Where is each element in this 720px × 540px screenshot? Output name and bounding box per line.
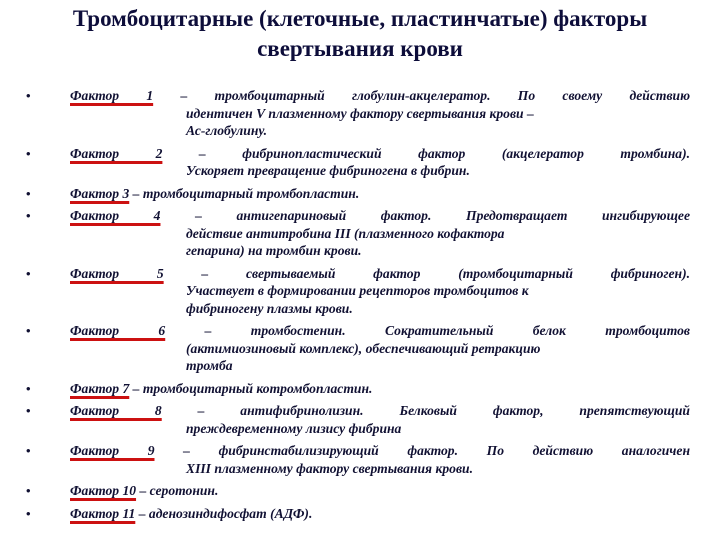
bullet-icon: • — [26, 505, 31, 521]
item-first-line — [70, 442, 690, 460]
factor-description-continuation: XIII плазменному фактору свертывания крови. — [186, 460, 473, 476]
factor-description: – антигепариновый фактор. Предотвращает ингибирующее — [160, 208, 690, 223]
list-item — [26, 322, 690, 375]
factor-description-continuation: Ускоряет превращение фибриногена в фибрин. — [186, 163, 470, 178]
bullet-icon: • — [26, 483, 31, 498]
item-first-line — [70, 322, 690, 340]
title-line-2: свертывания крови — [257, 36, 463, 61]
factor-label: Фактор 10 — [70, 483, 137, 498]
item-first-line — [70, 482, 690, 500]
bullet-icon: • — [26, 443, 31, 458]
list-item — [26, 87, 690, 140]
item-first-line — [70, 145, 690, 163]
bullet-icon: • — [26, 380, 31, 396]
item-first-line — [70, 402, 690, 420]
factor-list — [26, 87, 690, 527]
bullet-icon: • — [26, 88, 31, 103]
factor-description-continuation: Ас-глобулину. — [186, 123, 267, 138]
factor-label: Фактор 6 — [70, 323, 166, 338]
list-item — [26, 505, 690, 523]
factor-description: – тромбоцитарный глобулин-акцелератор. По своему действию — [153, 88, 690, 103]
list-item — [26, 185, 690, 203]
item-first-line — [70, 265, 690, 283]
item-first-line — [70, 380, 690, 398]
factor-description-continuation: фибриногену плазмы крови. — [186, 300, 353, 316]
list-item — [26, 265, 690, 318]
factor-description: – фибринстабилизирующий фактор. По действию аналогичен — [154, 443, 690, 458]
list-item — [26, 442, 690, 477]
item-first-line — [70, 505, 690, 523]
bullet-icon: • — [26, 208, 31, 223]
bullet-icon: • — [26, 185, 31, 201]
factor-label: Фактор 4 — [70, 208, 161, 223]
page-title — [0, 4, 720, 64]
factor-label: Фактор 1 — [70, 88, 154, 103]
title-line-1: Тромбоцитарные (клеточные, пластинчатые) факторы — [72, 6, 648, 31]
bullet-icon: • — [26, 265, 31, 281]
factor-description-continuation: преждевременному лизису фибрина — [186, 420, 402, 436]
factor-description: – антифибринолизин. Белковый фактор, препятствующий — [161, 403, 690, 418]
item-first-line — [70, 207, 690, 225]
factor-label: Фактор 3 — [70, 185, 130, 201]
factor-label: Фактор 5 — [70, 265, 164, 281]
factor-label: Фактор 2 — [70, 145, 163, 161]
factor-description: – свертываемый фактор (тромбоцитарный фибриноген). — [163, 265, 690, 281]
factor-description-continuation: (актимиозиновый комплекс), обеспечивающий ретракцию — [186, 340, 541, 356]
factor-description: – аденозиндифосфат (АДФ). — [135, 505, 313, 521]
list-item — [26, 380, 690, 398]
item-first-line — [70, 185, 690, 203]
factor-description-continuation: идентичен V плазменному фактору свертывания крови – — [186, 105, 534, 121]
factor-description-continuation: тромба — [186, 358, 233, 373]
list-item — [26, 402, 690, 437]
bullet-icon: • — [26, 145, 31, 161]
factor-label: Фактор 11 — [70, 505, 136, 521]
bullet-icon: • — [26, 403, 31, 418]
factor-label: Фактор 9 — [70, 443, 155, 458]
factor-description-continuation: Участвует в формировании рецепторов тромбоцитов к — [186, 283, 529, 298]
factor-description: – тромбоцитарный тромбопластин. — [129, 185, 360, 201]
factor-description: – тромбоцитарный котромбопластин. — [129, 380, 373, 396]
factor-label: Фактор 8 — [70, 403, 162, 418]
list-item — [26, 482, 690, 500]
list-item — [26, 207, 690, 260]
factor-description: – фибринопластический фактор (акцелератор тромбина). — [162, 145, 691, 161]
factor-description: – тромбостенин. Сократительный белок тромбоцитов — [165, 323, 690, 338]
factor-label: Фактор 7 — [70, 380, 130, 396]
list-item — [26, 145, 690, 180]
item-first-line — [70, 87, 690, 105]
factor-description: – серотонин. — [136, 483, 219, 498]
factor-description-continuation: действие антитробина III (плазменного кофактора — [186, 225, 505, 241]
factor-description-continuation: гепарина) на тромбин крови. — [186, 243, 362, 258]
bullet-icon: • — [26, 323, 31, 338]
